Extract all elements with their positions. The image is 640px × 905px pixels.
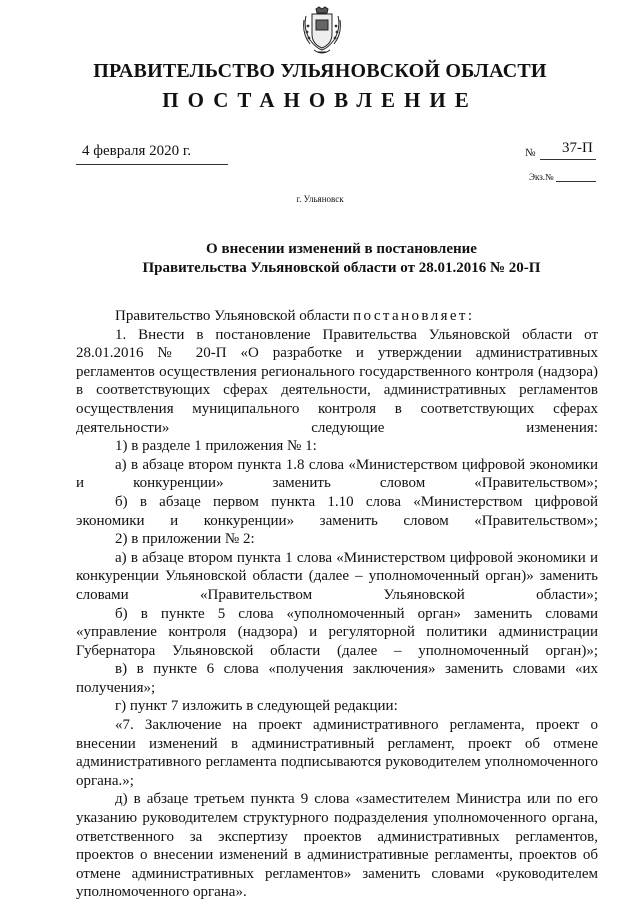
document-date: 4 февраля 2020 г. bbox=[82, 143, 192, 159]
paragraph-4: б) в абзаце первом пункта 1.10 слова «Министерством цифровой экономики и конкуренции» заменить словом «Правительством»; bbox=[76, 493, 598, 529]
city-label: г. Ульяновск bbox=[296, 194, 344, 204]
paragraph-8: в) в пункте 6 слова «получения заключения» заменить словами «их получения»; bbox=[76, 661, 598, 696]
paragraph-9: г) пункт 7 изложить в следующей редакции: bbox=[115, 698, 398, 715]
date-underline bbox=[76, 164, 228, 165]
paragraph-6: а) в абзаце втором пункта 1 слова «Министерством цифровой экономики и конкуренции Ульяновской области (далее – уполномоченный орган)» заменить словами «Правительством Ульяновской области»; bbox=[76, 549, 598, 603]
government-title: ПРАВИТЕЛЬСТВО УЛЬЯНОВСКОЙ ОБЛАСТИ bbox=[93, 60, 547, 82]
intro-verb: постановляет: bbox=[353, 308, 475, 324]
paragraph-3: а) в абзаце втором пункта 1.8 слова «Министерством цифровой экономики и конкуренции» заменить словом «Правительством»; bbox=[76, 456, 598, 492]
number-label: № bbox=[525, 147, 536, 159]
paragraph-1: 1. Внести в постановление Правительства Ульяновской области от 28.01.2016 № 20-П «О разработке и утверждении административных регламентов осуществления регионального государственного контроля (надзора) в соответствующих сферах деятельности, административных регламентов осуществления муниципального контроля в соответствующих сферах деятельности» следующие изменения: bbox=[76, 326, 598, 436]
copy-number-underline bbox=[556, 181, 596, 182]
coat-of-arms-icon bbox=[302, 6, 342, 58]
paragraph-11: д) в абзаце третьем пункта 9 слова «заместителем Министра или по его указанию руководителем структурного подразделения уполномоченного органа, ответственного за экспертизу проектов административных регламентов, проектов о внесении изменений в административные регламенты, проектов об отмене административных регламентов» заменить словами «руководителем уполномоченного органа». bbox=[76, 791, 598, 901]
copy-number-label: Экз.№ bbox=[529, 172, 554, 182]
paragraph-10: «7. Заключение на проект административного регламента, проект о внесении изменений в административный регламент, проект об отмене административного регламента подписываются руководителем уполномоченного органа.»; bbox=[76, 717, 598, 789]
number-underline bbox=[540, 159, 596, 160]
paragraph-7: б) в пункте 5 слова «уполномоченный орган» заменить словами «управление контроля (надзора) и регуляторной политики администрации Губернатора Ульяновской области (далее – уполномоченный орган)»; bbox=[76, 605, 598, 659]
subject-line-1: О внесении изменений в постановление bbox=[206, 241, 477, 257]
document-body bbox=[76, 307, 598, 902]
document-subject bbox=[0, 240, 640, 278]
intro-paragraph bbox=[76, 307, 598, 326]
paragraph-5: 2) в приложении № 2: bbox=[115, 531, 255, 548]
document-number: 37-П bbox=[562, 140, 593, 156]
paragraph-2: 1) в разделе 1 приложения № 1: bbox=[115, 438, 317, 455]
intro-subject: Правительство Ульяновской области bbox=[115, 308, 350, 324]
document-type-heading: ПОСТАНОВЛЕНИЕ bbox=[162, 88, 478, 112]
subject-line-2: Правительства Ульяновской области от 28.01.2016 № 20-П bbox=[142, 260, 541, 276]
